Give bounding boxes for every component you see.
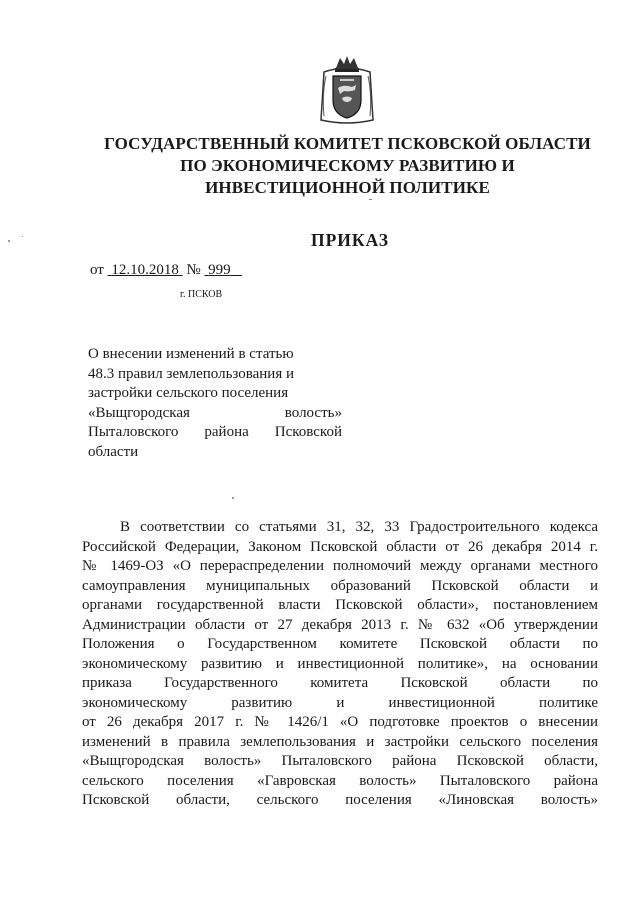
document-title: ПРИКАЗ	[310, 230, 390, 250]
body-line: от 26 декабря 2017 г. № 1426/1 «О подготовке проектов о внесении	[82, 714, 598, 730]
body-line: Положения о Государственном комитете Псковской области по	[82, 636, 598, 652]
coat-of-arms-icon	[318, 54, 376, 126]
body-line: Администрации области от 27 декабря 2013 г. № 632 «Об утверждении	[82, 616, 598, 633]
scan-speck	[369, 199, 372, 200]
subject-line: области	[88, 443, 139, 460]
header-line: ИНВЕСТИЦИОННОЙ ПОЛИТИКЕ	[205, 178, 490, 197]
body-line: самоуправления муниципальных образований Псковской области и	[82, 577, 598, 594]
scan-speck	[22, 236, 23, 237]
body-line: Псковской области, сельского поселения «Линовская волость»	[82, 792, 598, 808]
subject-line: Пыталовского района Псковской	[88, 424, 342, 440]
body-line: «Выщгородская волость» Пыталовского района Псковской области,	[82, 753, 598, 769]
order-number: 999	[208, 262, 231, 278]
subject-line: «Выщгородская волость»	[88, 404, 342, 421]
body-line: экономическому развитию и инвестиционной политике», на основании	[82, 655, 598, 672]
body-line: Российской Федерации, Законом Псковской области от 26 декабря 2014 г.	[82, 538, 598, 555]
city-label: г. ПСКОВ	[180, 289, 223, 300]
order-date-number	[90, 262, 242, 279]
order-body-text	[82, 518, 598, 811]
body-line: № 1469-ОЗ «О перераспределении полномочий между органами местного	[82, 558, 598, 574]
body-line: сельского поселения «Гавровская волость» Пыталовского района	[82, 772, 598, 789]
body-line: изменений в правила землепользования и застройки сельского поселения	[82, 733, 598, 750]
organization-header	[90, 133, 605, 199]
subject-line: застройки сельского поселения	[88, 385, 289, 401]
order-date: 12.10.2018	[111, 262, 179, 278]
body-line: экономическому развитию и инвестиционной политике	[82, 694, 598, 711]
subject-line: О внесении изменений в статью	[88, 346, 294, 362]
scan-speck	[8, 240, 10, 242]
header-line: ПО ЭКОНОМИЧЕСКОМУ РАЗВИТИЮ И	[180, 156, 515, 175]
order-subject	[88, 345, 342, 462]
header-line: ГОСУДАРСТВЕННЫЙ КОМИТЕТ ПСКОВСКОЙ ОБЛАСТИ	[104, 134, 591, 153]
body-line: органами государственной власти Псковской области», постановлением	[82, 597, 598, 613]
subject-line: 48.3 правил землепользования и	[88, 365, 295, 382]
number-sign: №	[186, 262, 201, 278]
order-prefix: от	[90, 262, 104, 278]
scan-speck	[232, 497, 234, 499]
body-line: В соответствии со статьями 31, 32, 33 Градостроительного кодекса	[120, 519, 598, 535]
body-line: приказа Государственного комитета Псковской области по	[82, 675, 598, 691]
